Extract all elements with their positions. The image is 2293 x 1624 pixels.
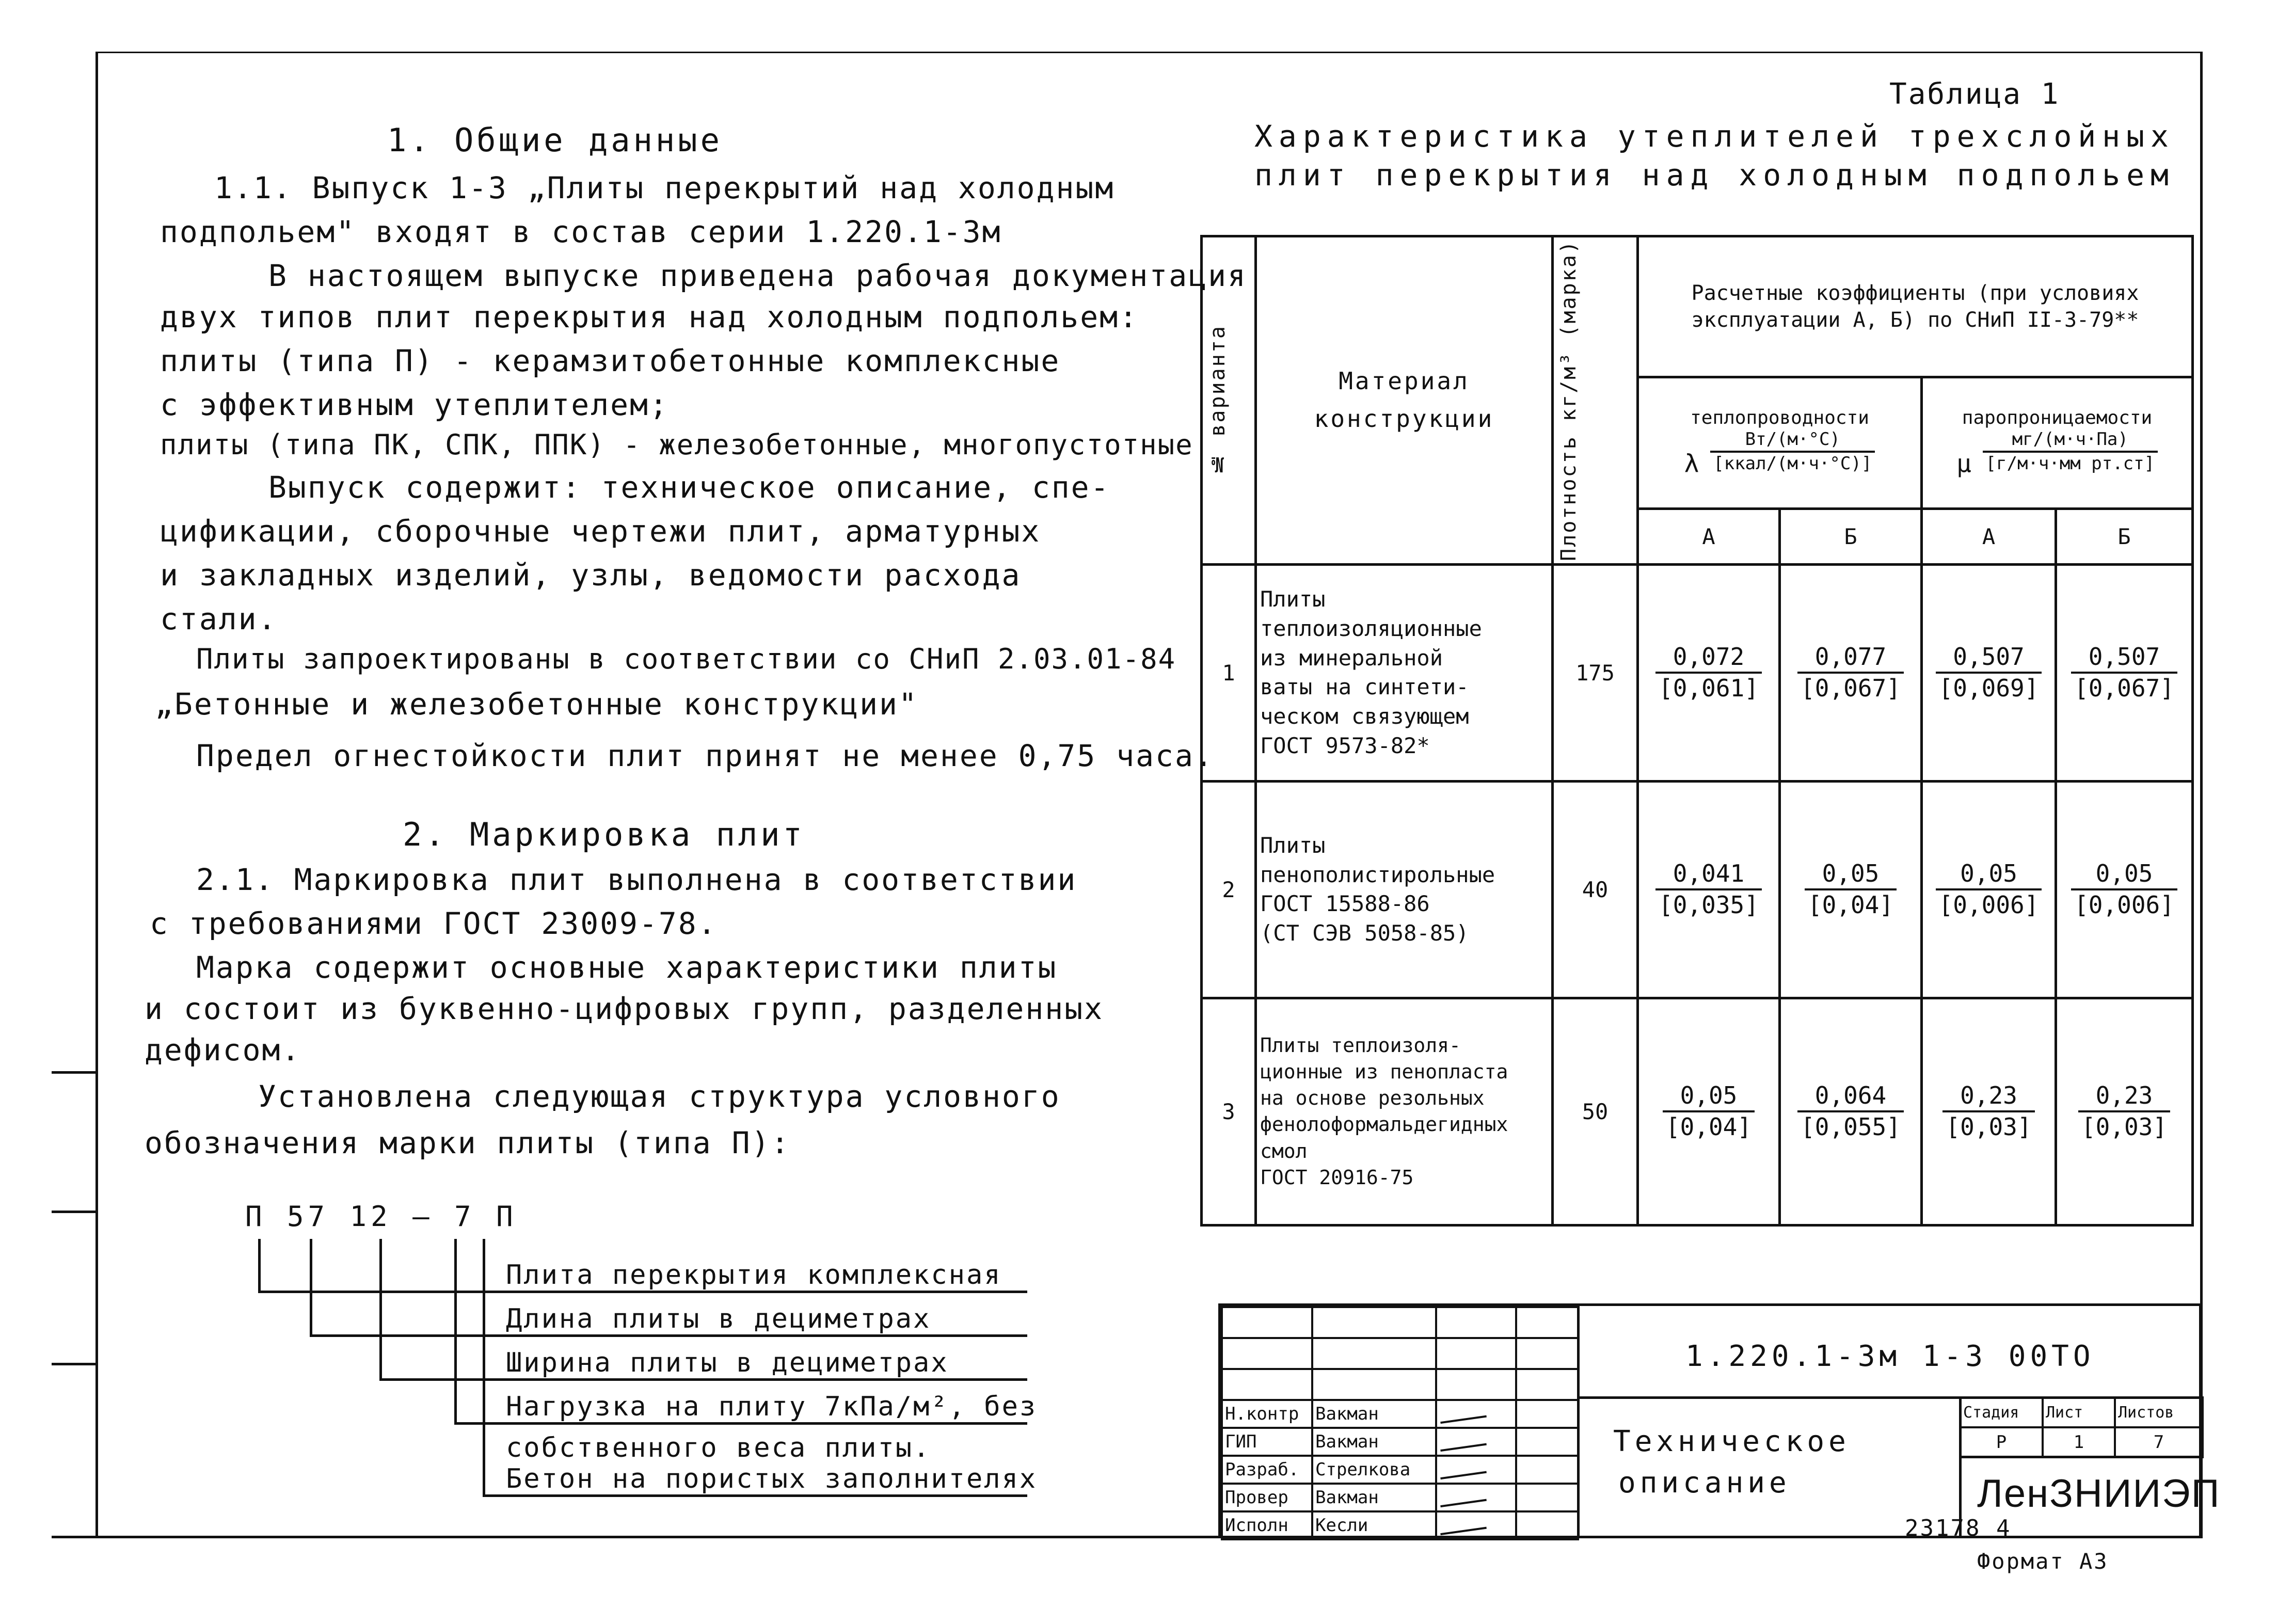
row-number: 3 — [1202, 998, 1256, 1225]
sec1-line: с эффективным утеплителем; — [160, 387, 669, 422]
row-density: 175 — [1553, 564, 1638, 781]
vapor-unit: мг/(м·ч·Па) — [1983, 428, 2158, 453]
inventory-number: 23178 4 — [1905, 1515, 2012, 1541]
organization-name: ЛенЗНИИЭП — [1977, 1472, 2221, 1516]
sec1-line: Выпуск содержит: техническое описание, спе- — [268, 470, 1110, 505]
row-density: 40 — [1553, 781, 1638, 998]
section-2-title: 2. Маркировка плит — [403, 816, 805, 853]
lambda-symbol: λ — [1684, 449, 1699, 479]
stamp-divider — [1577, 1306, 1580, 1538]
table-title-line-1: Характеристика утеплителей трехслойных — [1254, 119, 2175, 154]
thermal-unit: Вт/(м·°С) — [1710, 428, 1875, 453]
table-row — [1202, 564, 2193, 781]
margin-tick-3 — [52, 1363, 98, 1365]
sec1-line: плиты (типа П) - керамзитобетонные комплексные — [160, 343, 1061, 378]
signer-name: Вакман — [1312, 1400, 1436, 1428]
insulation-table — [1200, 235, 2194, 1227]
hdr-thermal-label: теплопроводности — [1690, 407, 1869, 429]
signature — [1436, 1456, 1516, 1484]
mark-rule — [310, 1334, 1027, 1337]
hdr-variant: № варианта — [1202, 236, 1256, 565]
vapor-unit-alt: [г/м·ч·мм рт.ст] — [1985, 453, 2155, 474]
signature — [1436, 1428, 1516, 1456]
mark-leader — [483, 1239, 485, 1497]
row-value: $\frac{0,05}{[0,04]}$ — [1780, 781, 1922, 998]
sheet-value: 1 — [2043, 1427, 2115, 1457]
hdr-vapor — [1922, 377, 2193, 508]
sheets-header: Листов — [2115, 1397, 2203, 1427]
signer-name: Вакман — [1312, 1428, 1436, 1456]
mark-item: Нагрузка на плиту 7кПа/м², без — [506, 1391, 1038, 1422]
sec1-line: подпольем" входят в состав серии 1.220.1-3м — [160, 214, 1002, 249]
document-title: Техническое — [1613, 1425, 1850, 1458]
role-label: Провер — [1222, 1484, 1312, 1511]
row-value: $\frac{0,507}{[0,069]}$ — [1922, 564, 2056, 781]
role-label: Исполн — [1222, 1511, 1312, 1539]
table-label: Таблица 1 — [1889, 77, 2060, 111]
row-number: 1 — [1202, 564, 1256, 781]
sec1-line: стали. — [160, 601, 278, 636]
row-material: Плиты теплоизоля- ционные из пенопласта на основе резольных фенолоформальдегидных смол ГОСТ 20916-75 — [1256, 998, 1553, 1225]
sec1-line: двух типов плит перекрытия над холодным подпольем: — [160, 299, 1139, 335]
stage-value: Р — [1960, 1427, 2043, 1457]
row-material: Плиты теплоизоляционные из минеральной ваты на синтети- ческом связующем ГОСТ 9573-82* — [1256, 564, 1553, 781]
sheets-value: 7 — [2115, 1427, 2203, 1457]
row-value: $\frac{0,072}{[0,061]}$ — [1638, 564, 1780, 781]
row-value: $\frac{0,077}{[0,067]}$ — [1780, 564, 1922, 781]
document-code: 1.220.1-3м 1-3 00ТО — [1685, 1340, 2095, 1373]
table-title-line-2: плит перекрытия над холодным подпольем — [1254, 157, 2175, 193]
sec1-line: В настоящем выпуске приведена рабочая документация — [268, 258, 1247, 293]
hdr-material: Материал конструкции — [1256, 236, 1553, 565]
section-1-title: 1. Общие данные — [387, 121, 723, 159]
col-a: А — [1922, 508, 2056, 564]
mark-code: П 57 12 — 7 П — [245, 1200, 517, 1233]
sheet-info-table — [1959, 1396, 2204, 1458]
mark-rule — [258, 1291, 1027, 1293]
mark-leader — [258, 1239, 261, 1291]
mark-leader — [379, 1239, 382, 1378]
row-value: $\frac{0,507}{[0,067]}$ — [2056, 564, 2193, 781]
sec2-line: дефисом. — [145, 1032, 301, 1068]
row-material: Плиты пенополистирольные ГОСТ 15588-86 (СТ СЭВ 5058-85) — [1256, 781, 1553, 998]
row-value: $\frac{0,05}{[0,006]}$ — [2056, 781, 2193, 998]
mark-item: Плита перекрытия комплексная — [506, 1260, 1002, 1291]
mark-rule — [454, 1422, 1027, 1425]
mark-rule — [483, 1494, 1027, 1497]
sec2-line: и состоит из буквенно-цифровых групп, разделенных — [145, 991, 1104, 1026]
sec1-line: плиты (типа ПК, СПК, ППК) - железобетонные, многопустотные — [160, 428, 1193, 461]
margin-tick-1 — [52, 1071, 98, 1074]
hdr-vapor-label: паропроницаемости — [1962, 407, 2153, 429]
mark-item: Длина плиты в дециметрах — [506, 1303, 931, 1334]
signer-name: Стрелкова — [1312, 1456, 1436, 1484]
sec1-line: „Бетонные и железобетонные конструкции" — [155, 687, 918, 722]
signer-name: Вакман — [1312, 1484, 1436, 1511]
row-value: $\frac{0,23}{[0,03]}$ — [2056, 998, 2193, 1225]
mark-leader — [454, 1239, 457, 1422]
sec1-line: Предел огнестойкости плит принят не менее 0,75 часа. — [196, 738, 1214, 773]
signature — [1436, 1511, 1516, 1539]
thermal-unit-alt: [ккал/(м·ч·°С)] — [1713, 453, 1872, 474]
sec2-line: с требованиями ГОСТ 23009-78. — [150, 906, 718, 941]
stage-header: Стадия — [1960, 1397, 2043, 1427]
frame-top — [95, 52, 2202, 53]
sec2-line: Установлена следующая структура условного — [258, 1079, 1061, 1114]
hdr-density: Плотность кг/м³ (марка) — [1553, 236, 1638, 565]
row-density: 50 — [1553, 998, 1638, 1225]
sec1-line: 1.1. Выпуск 1-3 „Плиты перекрытий над холодным — [214, 170, 1115, 205]
table-row — [1202, 998, 2193, 1225]
signatures-table — [1221, 1306, 1579, 1540]
row-value: $\frac{0,041}{[0,035]}$ — [1638, 781, 1780, 998]
table-row — [1202, 781, 2193, 998]
sec1-line: и закладных изделий, узлы, ведомости расхода — [160, 558, 1022, 593]
mark-leader — [310, 1239, 312, 1334]
sec2-line: обозначения марки плиты (типа П): — [145, 1125, 791, 1160]
sheet-header: Лист — [2043, 1397, 2115, 1427]
col-b: Б — [1780, 508, 1922, 564]
mark-item: собственного веса плиты. — [506, 1432, 931, 1463]
sec1-line: Плиты запроектированы в соответствии со СНиП 2.03.01-84 — [196, 643, 1176, 675]
row-value: $\frac{0,064}{[0,055]}$ — [1780, 998, 1922, 1225]
mark-item: Бетон на пористых заполнителях — [506, 1463, 1038, 1494]
mu-symbol: μ — [1956, 449, 1971, 479]
mark-rule — [379, 1378, 1027, 1381]
hdr-coefficients: Расчетные коэффициенты (при условиях эксплуатации А, Б) по СНиП II-3-79** — [1638, 236, 2193, 377]
sec2-line: 2.1. Маркировка плит выполнена в соответствии — [196, 862, 1077, 897]
signature — [1436, 1484, 1516, 1511]
col-b: Б — [2056, 508, 2193, 564]
role-label: Разраб. — [1222, 1456, 1312, 1484]
row-value: $\frac{0,05}{[0,04]}$ — [1638, 998, 1780, 1225]
paper-format: Формат А3 — [1977, 1549, 2109, 1574]
sec2-line: Марка содержит основные характеристики плиты — [196, 950, 1058, 985]
hdr-thermal — [1638, 377, 1922, 508]
margin-tick-2 — [52, 1211, 98, 1213]
role-label: Н.контр — [1222, 1400, 1312, 1428]
signer-name: Кесли — [1312, 1511, 1436, 1539]
mark-item: Ширина плиты в дециметрах — [506, 1347, 949, 1378]
role-label: ГИП — [1222, 1428, 1312, 1456]
sec1-line: цификации, сборочные чертежи плит, арматурных — [160, 514, 1041, 549]
row-value: $\frac{0,05}{[0,006]}$ — [1922, 781, 2056, 998]
signature — [1436, 1400, 1516, 1428]
col-a: А — [1638, 508, 1780, 564]
title-block — [1218, 1303, 2221, 1538]
document-title: описание — [1618, 1466, 1791, 1500]
frame-left — [95, 52, 98, 1538]
row-value: $\frac{0,23}{[0,03]}$ — [1922, 998, 2056, 1225]
stamp-divider — [1959, 1456, 2202, 1458]
row-number: 2 — [1202, 781, 1256, 998]
